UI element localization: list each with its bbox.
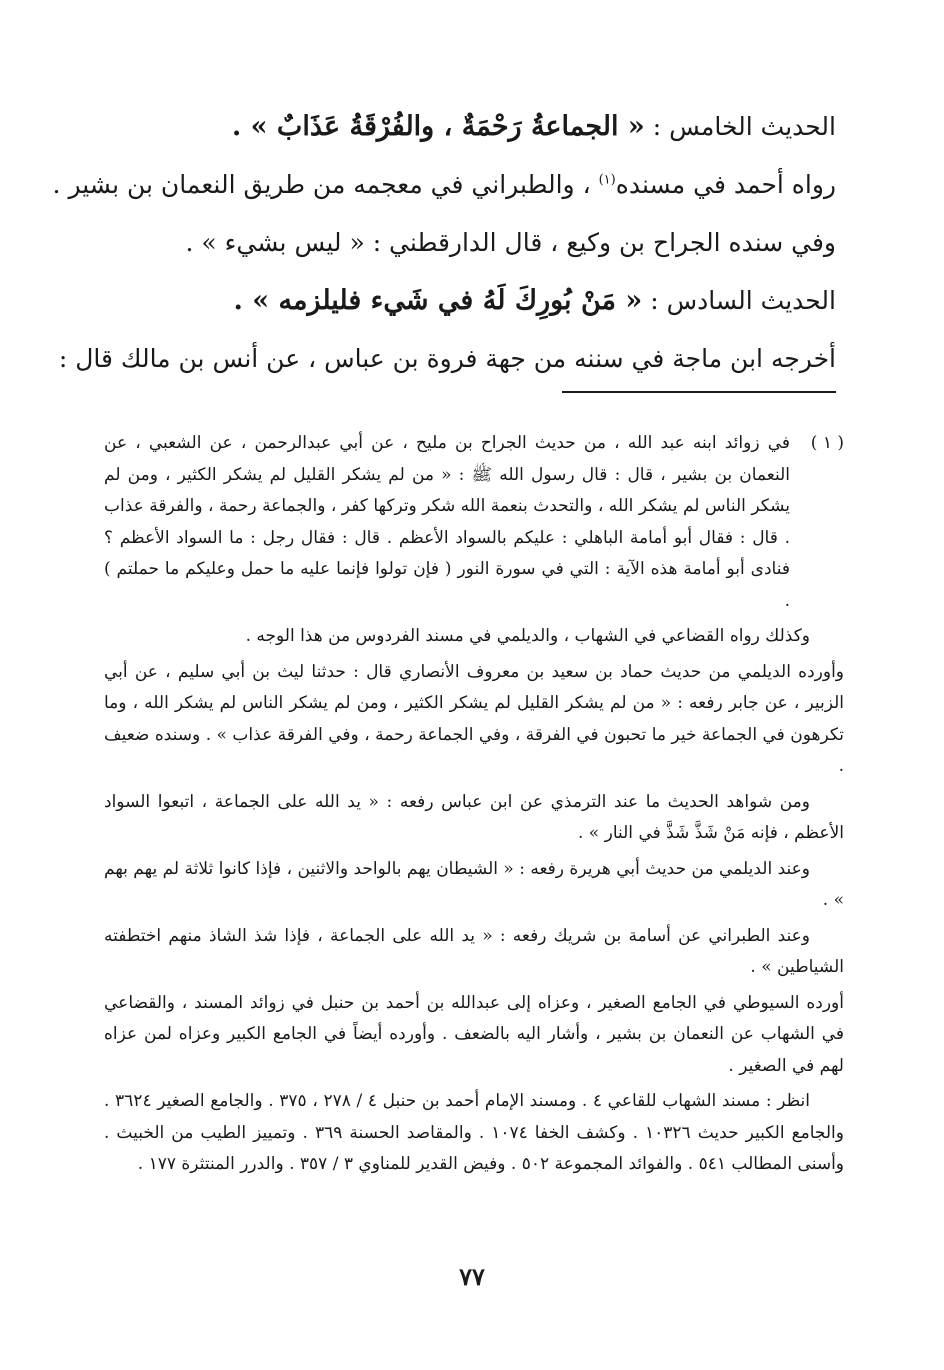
footnote-paragraph: وعند الديلمي من حديث أبي هريرة رفعه : « الشيطان يهم بالواحد والاثنين ، فإذا كانوا ثلاثة لم يهم بهم » . bbox=[104, 858, 844, 910]
hadith-five-source-line bbox=[52, 156, 836, 214]
page-number: ٧٧ bbox=[459, 1262, 485, 1291]
footnote-paragraph: وكذلك رواه القضاعي في الشهاب ، والديلمي في مسند الفردوس من هذا الوجه . bbox=[245, 626, 810, 646]
hadith-six-line bbox=[106, 272, 836, 330]
footnote-paragraph: ومن شواهد الحديث ما عند الترمذي عن ابن عباس رفعه : « يد الله على الجماعة ، اتبعوا السواد الأعظم ، فإنه مَنْ شَذَّ شَذَّ في النار » . bbox=[104, 791, 844, 843]
chain-note-line: وفي سنده الجراح بن وكيع ، قال الدارقطني : « ليس بشيء » . bbox=[185, 228, 836, 257]
footnote-separator bbox=[562, 391, 836, 393]
footnote-paragraph: انظر : مسند الشهاب للقاعي ٤ . ومسند الإمام أحمد بن حنبل ٤ / ٢٧٨ ، ٣٧٥ . والجامع الصغير ٣٦٢٤ . والجامع الكبير حديث ١٠٣٢٦ . وكشف الخفا ١٠٧٤ . والمقاصد الحسنة ٣٦٩ . وتمييز الطيب من الخبيث . وأسنى المطالب ٥٤١ . والفوائد المجموعة ٥٠٢ . وفيض القدير للمناوي ٣ / ٣٥٧ . والدرر المنتثرة ١٧٧ . bbox=[104, 1091, 844, 1174]
footnote-reference[interactable]: (١) bbox=[598, 172, 616, 188]
footnote-paragraph bbox=[104, 428, 844, 617]
hadith-five-line bbox=[106, 98, 836, 156]
footnote-paragraph: أورده السيوطي في الجامع الصغير ، وعزاه إلى عبدالله بن أحمد بن حنبل في زوائد المسند ، والقضاعي في الشهاب عن النعمان بن بشير ، وأشار اليه بالضعف . وأورده أيضاً في الجامع الكبير وعزاه لمن عزاه لهم في الصغير . bbox=[104, 992, 844, 1076]
source-text-before: رواه أحمد في مسنده bbox=[615, 170, 836, 199]
hadith-six-label: الحديث السادس : bbox=[642, 286, 836, 315]
footnote-text: في زوائد ابنه عبد الله ، من حديث الجراح بن مليح ، عن أبي عبدالرحمن ، عن الشعبي ، عن النعمان بن بشير ، قال : قال رسول الله ﷺ : « من لم يشكر القليل لم يشكر الكثير ، ومن لم يشكر الناس لم يشكر الله ، والتحدث بنعمة الله شكر وتركها كفر ، والجماعة رحمة ، والفرقة عذاب . قال : فقال أبو أمامة الباهلي : عليكم بالسواد الأعظم . قال : فقال رجل : ما السواد الأعظم ؟ فنادى أبو أمامة هذه الآية : التي في سورة النور ( فإن تولوا فإنما عليه ما حمل وعليكم ما حملتم ) . bbox=[104, 433, 790, 611]
hadith-five-label: الحديث الخامس : bbox=[644, 112, 836, 141]
hadith-six-source-line: أخرجه ابن ماجة في سننه من جهة فروة بن عباس ، عن أنس بن مالك قال : bbox=[58, 344, 836, 373]
hadith-five-text: « الجماعةُ رَحْمَةٌ ، والفُرْقَةُ عَذَابٌ » . bbox=[231, 111, 645, 142]
footnote-paragraph: وعند الطبراني عن أسامة بن شريك رفعه : « يد الله على الجماعة ، فإذا شذ الشاذ منهم اختطفته الشياطين » . bbox=[104, 925, 844, 977]
hadith-six-text: « مَنْ بُورِكَ لَهُ في شَيء فليلزمه » . bbox=[233, 285, 643, 316]
footnote-paragraph: وأورده الديلمي من حديث حماد بن سعيد بن معروف الأنصاري قال : حدثنا ليث بن أبي سليم ، عن أبي الزبير ، عن جابر رفعه : « من لم يشكر القليل لم يشكر الكثير ، ومن لم يشكر الناس لم يشكر الله ، وما تكرهون في الجماعة خير ما تحبون في الفرقة ، وفي الجماعة رحمة ، وفي الفرقة عذاب » . وسنده ضعيف . bbox=[104, 661, 844, 776]
source-text-after: ، والطبراني في معجمه من طريق النعمان بن بشير . bbox=[52, 170, 599, 199]
main-text bbox=[52, 98, 836, 388]
footnotes-section bbox=[104, 428, 844, 1185]
footnote-number: ( ١ ) bbox=[810, 433, 844, 453]
